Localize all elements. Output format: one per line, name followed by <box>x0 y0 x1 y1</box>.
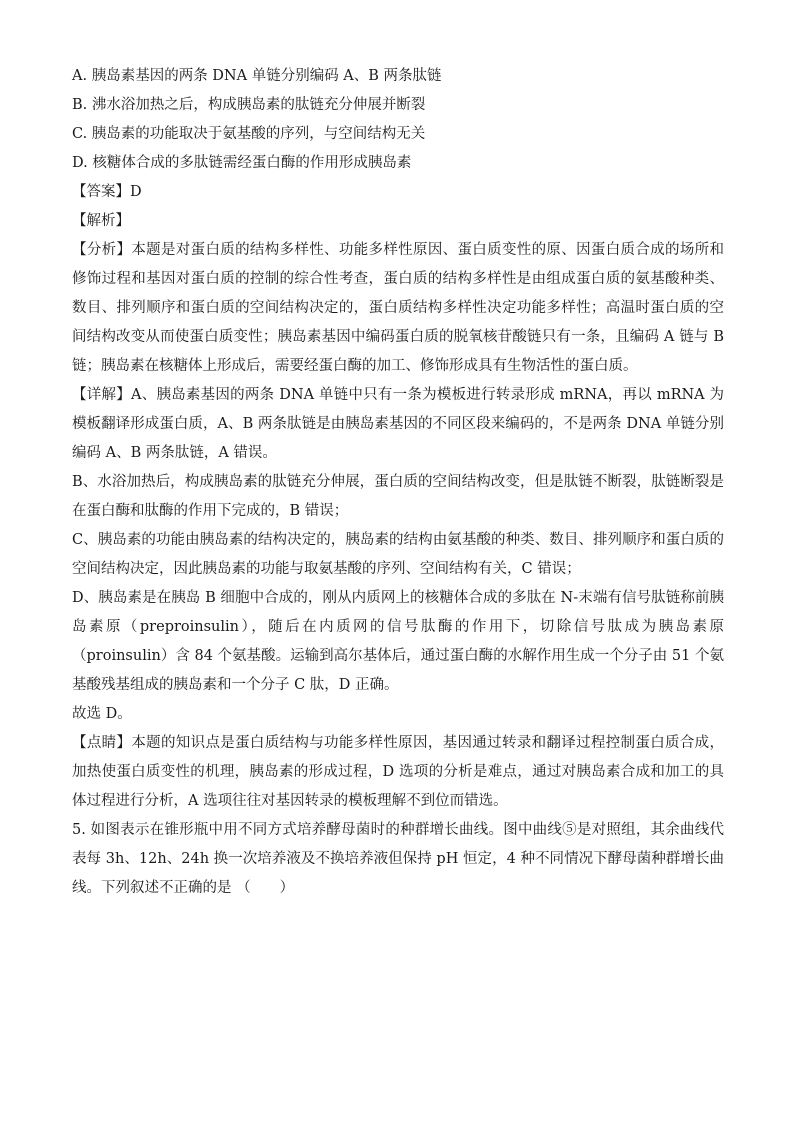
detail-b: B、水浴加热后，构成胰岛素的肽链充分伸展，蛋白质的空间结构改变，但是肽链不断裂，肽链断裂是在蛋白酶和肽酶的作用下完成的，B 错误； <box>72 474 724 519</box>
answer-line <box>72 178 724 207</box>
option-b: B. 沸水浴加热之后，构成胰岛素的肽链充分伸展并断裂 <box>72 97 426 113</box>
xiangjie-text: A、胰岛素基因的两条 DNA 单链中只有一条为模板进行转录形成 mRNA，再以 mRNA 为模板翻译形成蛋白质，A、B 两条肽链是由胰岛素基因的不同区段来编码的，不是两条 DNA 单链分别编码 A、B 两条肽链，A 错误。 <box>72 387 725 461</box>
dianjing-label: 【点睛】 <box>72 735 132 751</box>
answer-label: 【答案】 <box>72 184 130 200</box>
xiangjie-label: 【详解】 <box>72 387 131 403</box>
option-d: D. 核糖体合成的多肽链需经蛋白酶的作用形成胰岛素 <box>72 155 412 171</box>
fenxi-text: 本题是对蛋白质的结构多样性、功能多样性原因、蛋白质变性的原、因蛋白质合成的场所和修饰过程和基因对蛋白质的控制的综合性考查，蛋白质的结构多样性是由组成蛋白质的氨基酸种类、数目、排列顺序和蛋白质的空间结构决定的，蛋白质结构多样性决定功能多样性；高温时蛋白质的空间结构改变从而使蛋白质变性；胰岛素基因中编码蛋白质的脱氧核苷酸链只有一条，且编码 A 链与 B 链；胰岛素在核糖体上形成后，需要经蛋白酶的加工、修饰形成具有生物活性的蛋白质。 <box>72 242 725 374</box>
option-c: C. 胰岛素的功能取决于氨基酸的序列，与空间结构无关 <box>72 126 426 142</box>
document-page <box>72 62 724 903</box>
answer-value: D <box>130 184 142 200</box>
detail-c: C、胰岛素的功能由胰岛素的结构决定的，胰岛素的结构由氨基酸的种类、数目、排列顺序和蛋白质的空间结构决定，因此胰岛素的功能与取氨基酸的序列、空间结构有关，C 错误； <box>72 532 724 577</box>
question-5: 5. 如图表示在锥形瓶中用不同方式培养酵母菌时的种群增长曲线。图中曲线⑤是对照组，其余曲线代表每 3h、12h、24h 换一次培养液及不换培养液但保持 pH 恒定，4 种不同情况下酵母菌种群增长曲线。下列叙述不正确的是 （ ） <box>72 822 724 896</box>
xiangjie-paragraph <box>72 381 724 468</box>
conclusion: 故选 D。 <box>72 706 132 722</box>
dianjing-paragraph <box>72 729 724 816</box>
dianjing-text: 本题的知识点是蛋白质结构与功能多样性原因，基因通过转录和翻译过程控制蛋白质合成，加热使蛋白质变性的机理，胰岛素的形成过程，D 选项的分析是难点，通过对胰岛素合成和加工的具体过程进行分析，A 选项往往对基因转录的模板理解不到位而错选。 <box>72 735 725 809</box>
detail-d: D、胰岛素是在胰岛 B 细胞中合成的，刚从内质网上的核糖体合成的多肽在 N-末端有信号肽链称前胰岛素原（preproinsulin），随后在内质网的信号肽酶的作用下，切除信号肽成为胰岛素原（proinsulin）含 84 个氨基酸。运输到高尔基体后，通过蛋白酶的水解作用生成一个分子由 51 个氨基酸残基组成的胰岛素和一个分子 C 肽，D 正确。 <box>72 590 724 693</box>
analysis-heading: 【解析】 <box>72 213 130 229</box>
option-a: A. 胰岛素基因的两条 DNA 单链分别编码 A、B 两条肽链 <box>72 68 442 84</box>
fenxi-label: 【分析】 <box>72 242 132 258</box>
fenxi-paragraph <box>72 236 724 381</box>
